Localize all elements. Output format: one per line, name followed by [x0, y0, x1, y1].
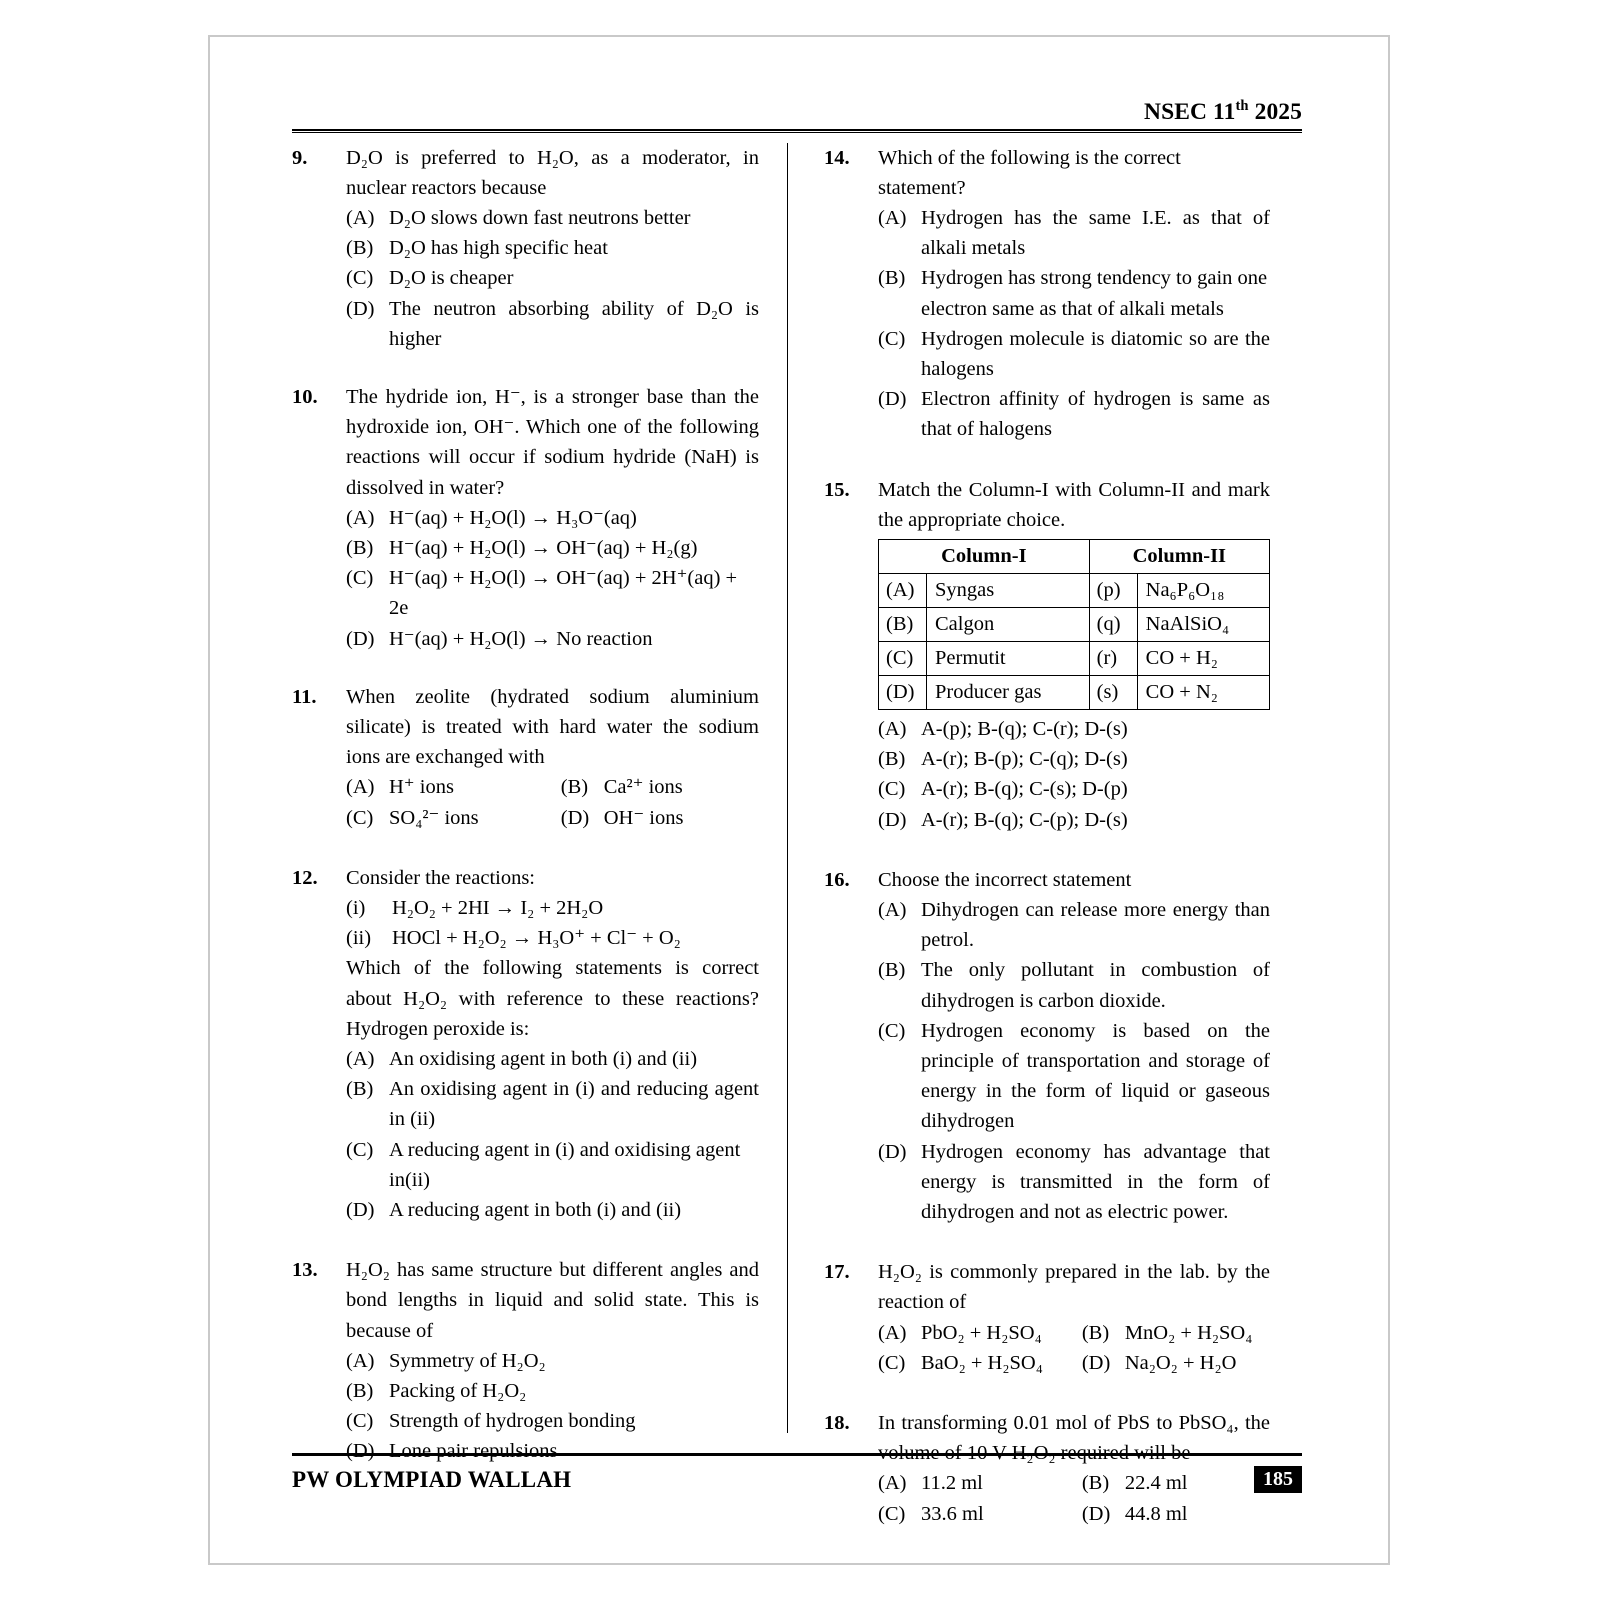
row-value-left: Producer gas [927, 675, 1090, 709]
option-text: H⁺ ions [389, 776, 454, 799]
question-stem: When zeolite (hydrated sodium aluminium silicate) is treated with hard water the sodium ions are exchanged with [346, 685, 759, 769]
option-label: (C) [878, 778, 906, 801]
option-text: PbO₂ + H₂SO₄ [921, 1321, 1042, 1344]
row-label-left: (B) [879, 607, 927, 641]
row-label-right: (s) [1089, 675, 1137, 709]
option-label: (A) [346, 206, 375, 229]
row-value-right: Na₆P₆O₁₈ [1137, 573, 1269, 607]
option-b[interactable] [561, 772, 759, 802]
option-text: Hydrogen has strong tendency to gain one electron same as that of alkali metals [921, 267, 1268, 320]
header-ordinal: th [1235, 98, 1249, 114]
question-stem: H₂O₂ is commonly prepared in the lab. by the reaction of [878, 1261, 1270, 1314]
option-text: D₂O is cheaper [389, 267, 514, 290]
option-d[interactable] [346, 1436, 759, 1466]
match-columns-table [878, 539, 1270, 710]
question-11 [292, 682, 759, 833]
question-stem: H₂O₂ has same structure but different angles and bond lengths in liquid and solid state. This is because of [346, 1259, 759, 1342]
question-number: 17. [824, 1261, 850, 1284]
option-text: H⁻(aq) + H₂O(l) → H₃O⁻(aq) [389, 506, 637, 529]
question-10 [292, 382, 759, 654]
option-text: A-(p); B-(q); C-(r); D-(s) [921, 717, 1128, 740]
option-label: (C) [878, 1019, 906, 1042]
option-label: (A) [878, 206, 907, 229]
option-row-ab [878, 1318, 1270, 1348]
option-text: A reducing agent in both (i) and (ii) [389, 1199, 682, 1222]
option-c[interactable] [878, 774, 1270, 804]
option-text: A reducing agent in (i) and oxidising agent in(ii) [389, 1138, 741, 1191]
option-label: (B) [878, 267, 906, 290]
row-value-right: CO + H₂ [1137, 641, 1269, 675]
row-value-right: CO + N₂ [1137, 675, 1269, 709]
option-a[interactable] [346, 772, 561, 802]
option-text: The neutron absorbing ability of D₂O is higher [389, 297, 759, 350]
question-number: 16. [824, 868, 850, 891]
option-label: (D) [1081, 1351, 1111, 1374]
option-c[interactable] [878, 1016, 1270, 1137]
option-row-cd [878, 1499, 1270, 1529]
option-b[interactable] [878, 744, 1270, 774]
row-label-left: (D) [879, 675, 927, 709]
option-text: An oxidising agent in both (i) and (ii) [389, 1048, 698, 1070]
question-stem: In transforming 0.01 mol of PbS to PbSO₄, the volume of 10 V H₂O₂ required will be [878, 1412, 1270, 1465]
option-label: (A) [878, 1472, 907, 1495]
option-text: Hydrogen molecule is diatomic so are the halogens [921, 327, 1270, 380]
option-c[interactable] [346, 1406, 759, 1436]
option-b[interactable] [346, 533, 759, 563]
reaction-text: H₂O₂ + 2HI → I₂ + 2H₂O [392, 896, 604, 919]
option-text: Electron affinity of hydrogen is same as that of halogens [921, 388, 1270, 441]
question-17 [824, 1257, 1270, 1378]
question-number: 14. [824, 146, 850, 169]
option-a[interactable] [346, 1346, 759, 1376]
option-label: (C) [878, 327, 906, 350]
question-number: 18. [824, 1412, 850, 1435]
option-b[interactable] [346, 1376, 759, 1406]
question-stem: Match the Column-I with Column-II and mark the appropriate choice. [878, 478, 1270, 531]
question-number: 15. [824, 478, 850, 501]
option-label: (C) [346, 567, 374, 590]
option-b[interactable] [1082, 1318, 1270, 1348]
header-title: NSEC 11 [1144, 98, 1236, 125]
question-number: 9. [292, 146, 308, 169]
brand-label: PW OLYMPIAD WALLAH [292, 1466, 572, 1492]
header-rule [292, 129, 1302, 132]
option-d[interactable] [346, 624, 759, 654]
option-d[interactable] [878, 1137, 1270, 1228]
option-label: (B) [346, 536, 374, 559]
option-label: (D) [1081, 1502, 1111, 1525]
option-a[interactable] [878, 714, 1270, 744]
question-stem: Which of the following is the correct statement? [878, 146, 1181, 199]
option-row-cd [878, 1348, 1270, 1378]
row-label-right: (q) [1089, 607, 1137, 641]
option-label: (B) [1081, 1321, 1110, 1344]
option-a[interactable] [878, 1468, 1082, 1498]
option-label: (A) [346, 1048, 375, 1070]
question-stem: D₂O is preferred to H₂O, as a moderator, in nuclear reactors because [346, 146, 759, 199]
option-text: SO₄²⁻ ions [389, 806, 479, 829]
right-column [781, 143, 1270, 1525]
option-label: (C) [346, 267, 374, 290]
option-d[interactable] [878, 384, 1270, 444]
option-label: (A) [346, 776, 375, 799]
option-text: Lone pair repulsions [389, 1440, 558, 1463]
option-label: (B) [346, 237, 374, 260]
question-stem: Consider the reactions: [346, 866, 536, 889]
option-d[interactable] [346, 294, 759, 354]
question-stem-continued: Which of the following statements is correct about H₂O₂ with reference to these reactions? Hydrogen peroxide is: [346, 957, 759, 1040]
question-stem: The hydride ion, H⁻, is a stronger base than the hydroxide ion, OH⁻. Which one of the following reactions will occur if sodium hydride (NaH) is dissolved in water? [346, 385, 759, 499]
option-a[interactable] [346, 503, 759, 533]
table-header-row [879, 539, 1270, 573]
option-c[interactable] [878, 1348, 1082, 1378]
option-c[interactable] [346, 263, 759, 293]
row-value-right: NaAlSiO₄ [1137, 607, 1269, 641]
option-label: (D) [878, 1140, 907, 1163]
option-text: Strength of hydrogen bonding [389, 1410, 636, 1433]
option-row-ab [346, 772, 759, 802]
option-b[interactable] [346, 1074, 759, 1134]
option-label: (B) [878, 748, 906, 771]
option-c[interactable] [346, 803, 561, 833]
option-c[interactable] [346, 563, 759, 623]
page-sheet [208, 35, 1390, 1565]
option-text: 22.4 ml [1124, 1472, 1188, 1495]
option-text: Ca²⁺ ions [603, 776, 683, 799]
question-14 [824, 143, 1270, 445]
option-label: (B) [346, 1380, 374, 1403]
option-text: H⁻(aq) + H₂O(l) → OH⁻(aq) + 2H⁺(aq) + 2e [389, 567, 738, 620]
option-c[interactable] [346, 1135, 759, 1195]
option-text: D₂O slows down fast neutrons better [389, 206, 691, 229]
option-d[interactable] [346, 1195, 759, 1225]
option-a[interactable] [346, 1044, 759, 1074]
option-label: (A) [346, 1349, 375, 1372]
option-a[interactable] [346, 203, 759, 233]
option-label: (D) [560, 806, 590, 829]
left-column [292, 143, 781, 1463]
option-label: (C) [878, 1351, 906, 1374]
option-b[interactable] [346, 233, 759, 263]
question-number: 11. [292, 685, 317, 708]
option-label: (D) [346, 627, 375, 650]
question-stem: Choose the incorrect statement [878, 868, 1132, 891]
option-label: (D) [346, 1199, 375, 1222]
option-row-ab [878, 1468, 1270, 1498]
option-label: (D) [346, 1440, 375, 1463]
option-d[interactable] [1082, 1348, 1270, 1378]
row-label-right: (p) [1089, 573, 1137, 607]
question-number: 13. [292, 1259, 318, 1282]
option-label: (B) [878, 959, 906, 982]
option-text: H⁻(aq) + H₂O(l) → No reaction [389, 627, 653, 650]
question-16 [824, 865, 1270, 1227]
option-b[interactable] [878, 263, 1270, 323]
option-text: D₂O has high specific heat [389, 237, 608, 260]
option-text: 11.2 ml [921, 1472, 983, 1495]
table-row [879, 607, 1270, 641]
option-text: The only pollutant in combustion of dihydrogen is carbon dioxide. [921, 959, 1270, 1012]
row-label-right: (r) [1089, 641, 1137, 675]
page-content [292, 98, 1302, 1525]
reaction-label: (i) [346, 896, 366, 919]
option-label: (B) [560, 776, 589, 799]
option-text: A-(r); B-(q); C-(s); D-(p) [921, 778, 1128, 801]
option-d[interactable] [561, 803, 759, 833]
option-label: (B) [346, 1078, 374, 1101]
option-a[interactable] [878, 1318, 1082, 1348]
question-12 [292, 863, 759, 1225]
option-text: A-(r); B-(q); C-(p); D-(s) [921, 808, 1128, 831]
question-18 [824, 1408, 1270, 1529]
table-row [879, 641, 1270, 675]
option-text: Packing of H₂O₂ [389, 1380, 527, 1403]
option-label: (C) [878, 1502, 906, 1525]
option-label: (A) [878, 898, 907, 921]
reaction-label: (ii) [346, 927, 372, 950]
option-label: (C) [346, 1410, 374, 1433]
column-ii-header: Column-II [1089, 539, 1269, 573]
row-value-left: Permutit [927, 641, 1090, 675]
question-9 [292, 143, 759, 354]
option-text: An oxidising agent in (i) and reducing agent in (ii) [389, 1078, 759, 1131]
option-label: (C) [346, 1138, 374, 1161]
header-year: 2025 [1248, 98, 1302, 125]
option-label: (D) [878, 808, 907, 831]
table-row [879, 573, 1270, 607]
option-label: (D) [878, 388, 907, 411]
option-text: A-(r); B-(p); C-(q); D-(s) [921, 748, 1128, 771]
option-label: (D) [346, 297, 375, 320]
option-text: Hydrogen has the same I.E. as that of alkali metals [921, 206, 1270, 260]
column-i-header: Column-I [879, 539, 1090, 573]
option-text: Hydrogen economy has advantage that energy is transmitted in the form of dihydrogen and not as electric power. [921, 1140, 1270, 1223]
option-text: Symmetry of H₂O₂ [389, 1349, 546, 1372]
option-text: 44.8 ml [1124, 1502, 1188, 1525]
option-text: H⁻(aq) + H₂O(l) → OH⁻(aq) + H₂(g) [389, 536, 698, 559]
option-text: 33.6 ml [921, 1502, 984, 1525]
option-c[interactable] [878, 324, 1270, 384]
row-label-left: (C) [879, 641, 927, 675]
option-label: (C) [346, 806, 374, 829]
option-text: MnO₂ + H₂SO₄ [1124, 1321, 1253, 1344]
option-d[interactable] [878, 805, 1270, 835]
row-value-left: Syngas [927, 573, 1090, 607]
reaction-i [346, 893, 759, 923]
option-b[interactable] [878, 955, 1270, 1015]
option-text: Dihydrogen can release more energy than petrol. [921, 898, 1270, 952]
question-13 [292, 1255, 759, 1466]
option-a[interactable] [878, 203, 1270, 263]
option-b[interactable] [1082, 1468, 1270, 1498]
option-text: Hydrogen economy is based on the principle of transportation and storage of energy in the form of liquid or gaseous dihydrogen [921, 1019, 1270, 1133]
question-15 [824, 475, 1270, 835]
option-label: (A) [878, 1321, 907, 1344]
reaction-ii [346, 923, 759, 953]
option-a[interactable] [878, 895, 1270, 955]
option-text: BaO₂ + H₂SO₄ [921, 1351, 1043, 1374]
option-text: OH⁻ ions [603, 806, 684, 829]
row-label-left: (A) [879, 573, 927, 607]
question-number: 10. [292, 385, 318, 408]
page-header [292, 99, 1302, 129]
option-label: (A) [878, 717, 907, 740]
option-label: (A) [346, 506, 375, 529]
question-number: 12. [292, 866, 318, 889]
option-text: Na₂O₂ + H₂O [1124, 1351, 1237, 1374]
option-d[interactable] [1082, 1499, 1270, 1529]
page-number-badge: 185 [1254, 1466, 1302, 1493]
option-c[interactable] [878, 1499, 1082, 1529]
table-row [879, 675, 1270, 709]
option-label: (B) [1081, 1472, 1110, 1495]
option-row-cd [346, 803, 759, 833]
reaction-text: HOCl + H₂O₂ → H₃O⁺ + Cl⁻ + O₂ [392, 927, 681, 950]
row-value-left: Calgon [927, 607, 1090, 641]
